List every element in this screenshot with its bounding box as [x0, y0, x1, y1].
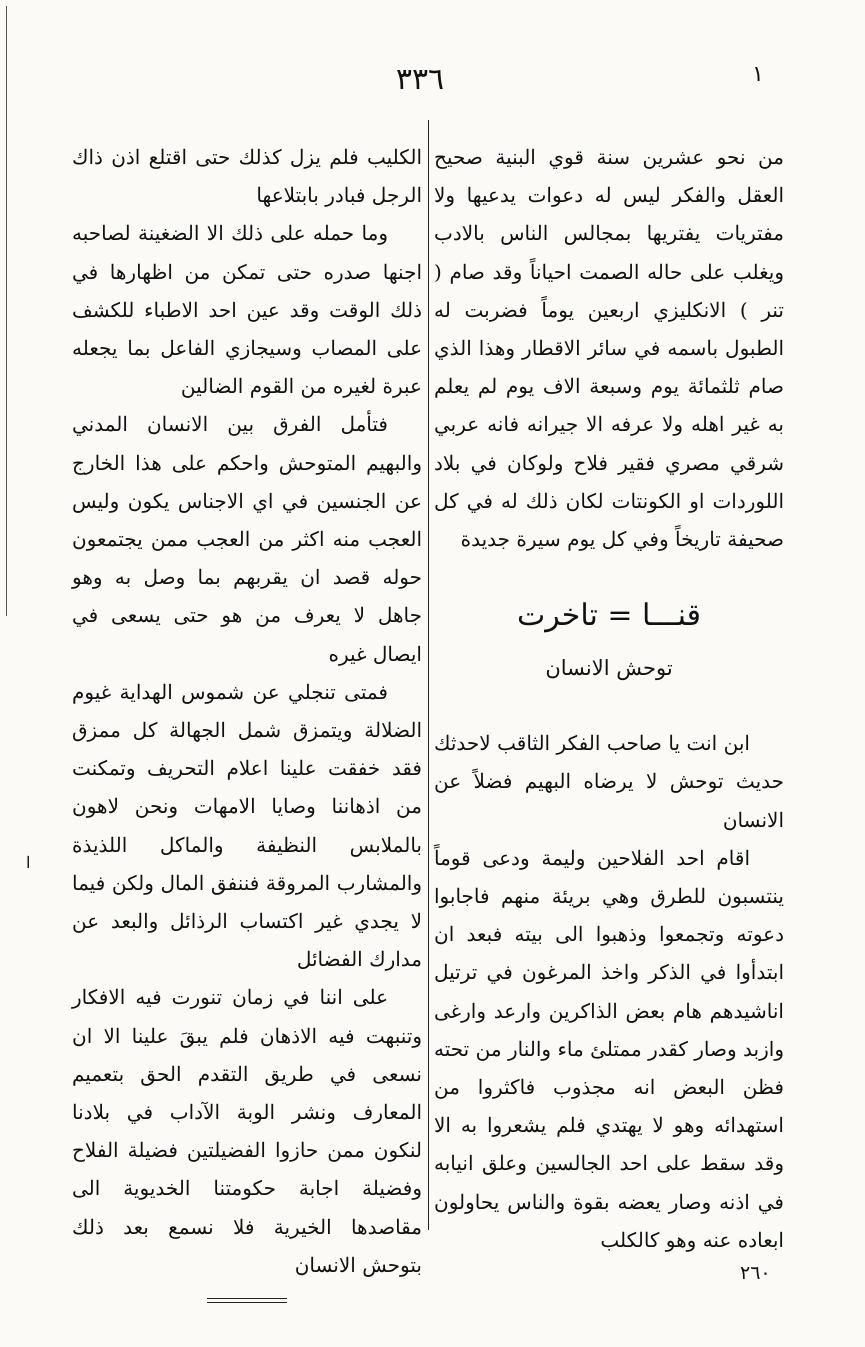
paragraph: فمتى تنجلي عن شموس الهداية غيوم الضلالة ويتمزق شمل الجهالة كل ممزق فقد خفقت علينا اعلام التحريف وتمكنت من اذهاننا وصايا الامهات ونحن لاهون بالملابس النظيفة والماكل اللذيذة والمشارب المروقة فننفق المال ولكن فيما لا يجدي غير اكتساب الرذائل والبعد عن مدارك الفضائل: [72, 679, 422, 972]
paragraph: على اننا في زمان تنورت فيه الافكار وتنبهت فيه الاذهان فلم يبقَ علينا الا ان نسعى في طريق التقدم الحق بتعميم المعارف ونشر الوبة الآداب في بلادنا لنكون ممن حازوا الفضيلتين فضيلة الفلاح وفضيلة اجابة حكومتنا الخديوية الى مقاصدها الخيرية فلا نسمع بعد ذلك بتوحش الانسان: [72, 985, 422, 1277]
signature-mark: ١: [752, 62, 764, 87]
binding-edge-line: [6, 6, 7, 616]
section-title: قنـــا = تاخرت: [517, 598, 701, 634]
paragraph: وما حمله على ذلك الا الضغينة لصاحبه اجنها صدره حتى تمكن من اظهارها في ذلك الوقت وقد عين احد الاطباء للكشف على المصاب وسيجازي الفاعل بما يجعله عبرة لغيره من القوم الضالين: [72, 221, 422, 399]
paragraph: فتأمل الفرق بين الانسان المدني والبهيم المتوحش واحكم على هذا الخارج عن الجنسين في اي الاجناس يكون وليس العجب منه اكثر من العجب ممن يجتمعون حوله قصد ان يقربهم بما وصل به وهو جاهل لا يعرف من هو حتى يسعى في ايصال غيره: [72, 412, 422, 666]
page-number-bottom: ٢٦٠: [740, 1262, 771, 1284]
paragraph: ابن انت يا صاحب الفكر الثاقب لاحدثك حديث توحش لا يرضاه البهيم فضلاً عن الانسان: [434, 731, 784, 832]
margin-mark: ا: [26, 853, 31, 872]
paragraph: اقام احد الفلاحين وليمة ودعى قوماً ينتسبون للطرق وهي بريئة منهم فاجابوا دعوته وتجمعوا وذهبوا الى بيته فبعد ان ابتدأوا في الذكر واخذ المرغون في ترتيل اناشيدهم هام بعض الذاكرين وارعد وارغى وازبد وصار كقدر ممتلئ ماء والنار من تحته فظن البعض انه مجذوب فاكثروا من استهدائه وهو لا يهتدي فلم يشعروا به الا وقد سقط على احد الجالسين وعلق انيابه في اذنه وصار يعضه بقوة والناس يحاولون ابعاده عنه وهو كالكلب: [434, 845, 784, 1252]
end-ornament-rule: [207, 1298, 287, 1303]
intro-paragraph: من نحو عشرين سنة قوي البنية صحيح العقل والفكر ليس له دعوات يدعيها ولا مفتريات يفتريها بمجالس الناس بالادب ويغلب على حاله الصمت احياناً وقد صام ( تنر ) الانكليزي اربعين يوماً فضربت له الطبول باسمه في سائر الاقطار وهذا الذي صام ثلثمائة يوم وسبعة الاف يوم لم يعلم به غير اهله ولا عرفه الا جيرانه فانه عربي شرقي مصري فقير فلاح ولوكان في بلاد اللوردات او الكونتات لكان ذلك له في كل صحيفة تاريخاً وفي كل يوم سيرة جديدة: [434, 145, 784, 552]
page-number-top: ٣٣٦: [395, 62, 445, 97]
column-divider: [428, 120, 429, 1230]
right-column: [434, 138, 784, 1259]
left-column: [72, 138, 422, 1303]
paragraph: الكليب فلم يزل كذلك حتى اقتلع اذن ذاك الرجل فبادر بابتلاعها: [72, 145, 422, 208]
section-subtitle: توحش الانسان: [545, 656, 673, 681]
